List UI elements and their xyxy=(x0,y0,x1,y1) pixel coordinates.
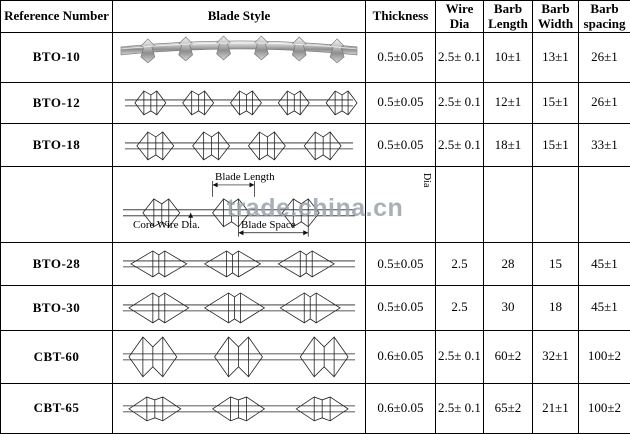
cell-blade-style xyxy=(113,33,366,83)
cell-barb-length: 30 xyxy=(484,285,533,330)
cell-thickness: 0.6±0.05 xyxy=(366,330,436,383)
cell-reference-number: BTO-18 xyxy=(1,123,113,167)
cell-barb-spacing: 45±1 xyxy=(579,243,630,286)
cell-barb-spacing-empty xyxy=(579,167,630,243)
cell-thickness: 0.6±0.05 xyxy=(366,383,436,434)
cell-barb-length: 28 xyxy=(484,243,533,286)
bto-18-blade-drawing xyxy=(113,124,365,167)
cell-reference-number-empty xyxy=(1,167,113,243)
cell-barb-width: 15 xyxy=(533,243,579,286)
table-row xyxy=(1,285,630,330)
cell-wire-dia: 2.5 xyxy=(436,285,484,330)
bto-12-blade-drawing xyxy=(113,83,365,123)
cell-reference-number: BTO-10 xyxy=(1,33,113,83)
header-blade-style: Blade Style xyxy=(113,1,366,33)
cell-wire-dia: 2.5 xyxy=(436,243,484,286)
table-row-dimension-diagram xyxy=(1,167,630,243)
cell-thickness: 0.5±0.05 xyxy=(366,33,436,83)
cell-barb-width: 32±1 xyxy=(533,330,579,383)
cell-blade-style xyxy=(113,383,366,434)
cell-reference-number: BTO-28 xyxy=(1,243,113,286)
table-row xyxy=(1,82,630,123)
cell-reference-number: BTO-12 xyxy=(1,82,113,123)
cell-barb-width-empty xyxy=(533,167,579,243)
cell-barb-spacing: 100±2 xyxy=(579,383,630,434)
cell-blade-style xyxy=(113,285,366,330)
cell-barb-length: 18±1 xyxy=(484,123,533,167)
cell-wire-dia: 2.5± 0.1 xyxy=(436,123,484,167)
label-core-wire-dia: Core Wire Dia. xyxy=(133,219,200,231)
cell-reference-number: CBT-65 xyxy=(1,383,113,434)
cell-thickness: 0.5±0.05 xyxy=(366,123,436,167)
cbt-65-blade-drawing xyxy=(113,384,365,434)
cell-wire-dia-empty xyxy=(436,167,484,243)
cell-blade-style xyxy=(113,123,366,167)
header-reference-number: Reference Number xyxy=(1,1,113,33)
cell-wire-dia: 2.5± 0.1 xyxy=(436,82,484,123)
cell-blade-style xyxy=(113,243,366,286)
cell-barb-spacing: 100±2 xyxy=(579,330,630,383)
cell-thickness: 0.5±0.05 xyxy=(366,243,436,286)
cell-wire-dia: 2.5± 0.1 xyxy=(436,330,484,383)
cell-reference-number: BTO-30 xyxy=(1,285,113,330)
header-barb-length: Barb Length xyxy=(484,1,533,33)
cell-reference-number: CBT-60 xyxy=(1,330,113,383)
cell-thickness-empty xyxy=(366,167,436,243)
cell-wire-dia: 2.5± 0.1 xyxy=(436,383,484,434)
label-blade-space: Blade Space xyxy=(241,219,296,231)
cell-barb-spacing: 26±1 xyxy=(579,33,630,83)
cell-barb-length-empty xyxy=(484,167,533,243)
bto-10-blade-photo xyxy=(113,33,365,82)
cell-blade-style xyxy=(113,330,366,383)
bto-30-blade-drawing xyxy=(113,286,365,330)
cell-barb-length: 65±2 xyxy=(484,383,533,434)
label-dia: Dia xyxy=(421,173,431,187)
header-barb-spacing: Barb spacing xyxy=(579,1,630,33)
cell-thickness: 0.5±0.05 xyxy=(366,82,436,123)
cell-barb-length: 60±2 xyxy=(484,330,533,383)
cell-barb-length: 10±1 xyxy=(484,33,533,83)
cell-thickness: 0.5±0.05 xyxy=(366,285,436,330)
cell-dimension-diagram xyxy=(113,167,366,243)
table-header-row xyxy=(1,1,630,33)
cell-barb-length: 12±1 xyxy=(484,82,533,123)
cbt-60-blade-drawing xyxy=(113,331,365,383)
watermark-text: trade.china.cn xyxy=(0,194,630,223)
header-thickness: Thickness xyxy=(366,1,436,33)
table-row xyxy=(1,383,630,434)
table-row xyxy=(1,243,630,286)
cell-barb-width: 13±1 xyxy=(533,33,579,83)
bto-28-blade-drawing xyxy=(113,243,365,285)
cell-blade-style xyxy=(113,82,366,123)
cell-barb-width: 18 xyxy=(533,285,579,330)
cell-wire-dia: 2.5± 0.1 xyxy=(436,33,484,83)
dimension-diagram xyxy=(113,167,365,242)
header-barb-width: Barb Width xyxy=(533,1,579,33)
table-row xyxy=(1,330,630,383)
table-row xyxy=(1,123,630,167)
cell-barb-width: 15±1 xyxy=(533,123,579,167)
cell-barb-width: 15±1 xyxy=(533,82,579,123)
cell-barb-spacing: 26±1 xyxy=(579,82,630,123)
cell-barb-width: 21±1 xyxy=(533,383,579,434)
label-blade-length: Blade Length xyxy=(215,171,275,183)
cell-barb-spacing: 33±1 xyxy=(579,123,630,167)
header-wire-dia: Wire Dia xyxy=(436,1,484,33)
table-row xyxy=(1,33,630,83)
cell-barb-spacing: 45±1 xyxy=(579,285,630,330)
